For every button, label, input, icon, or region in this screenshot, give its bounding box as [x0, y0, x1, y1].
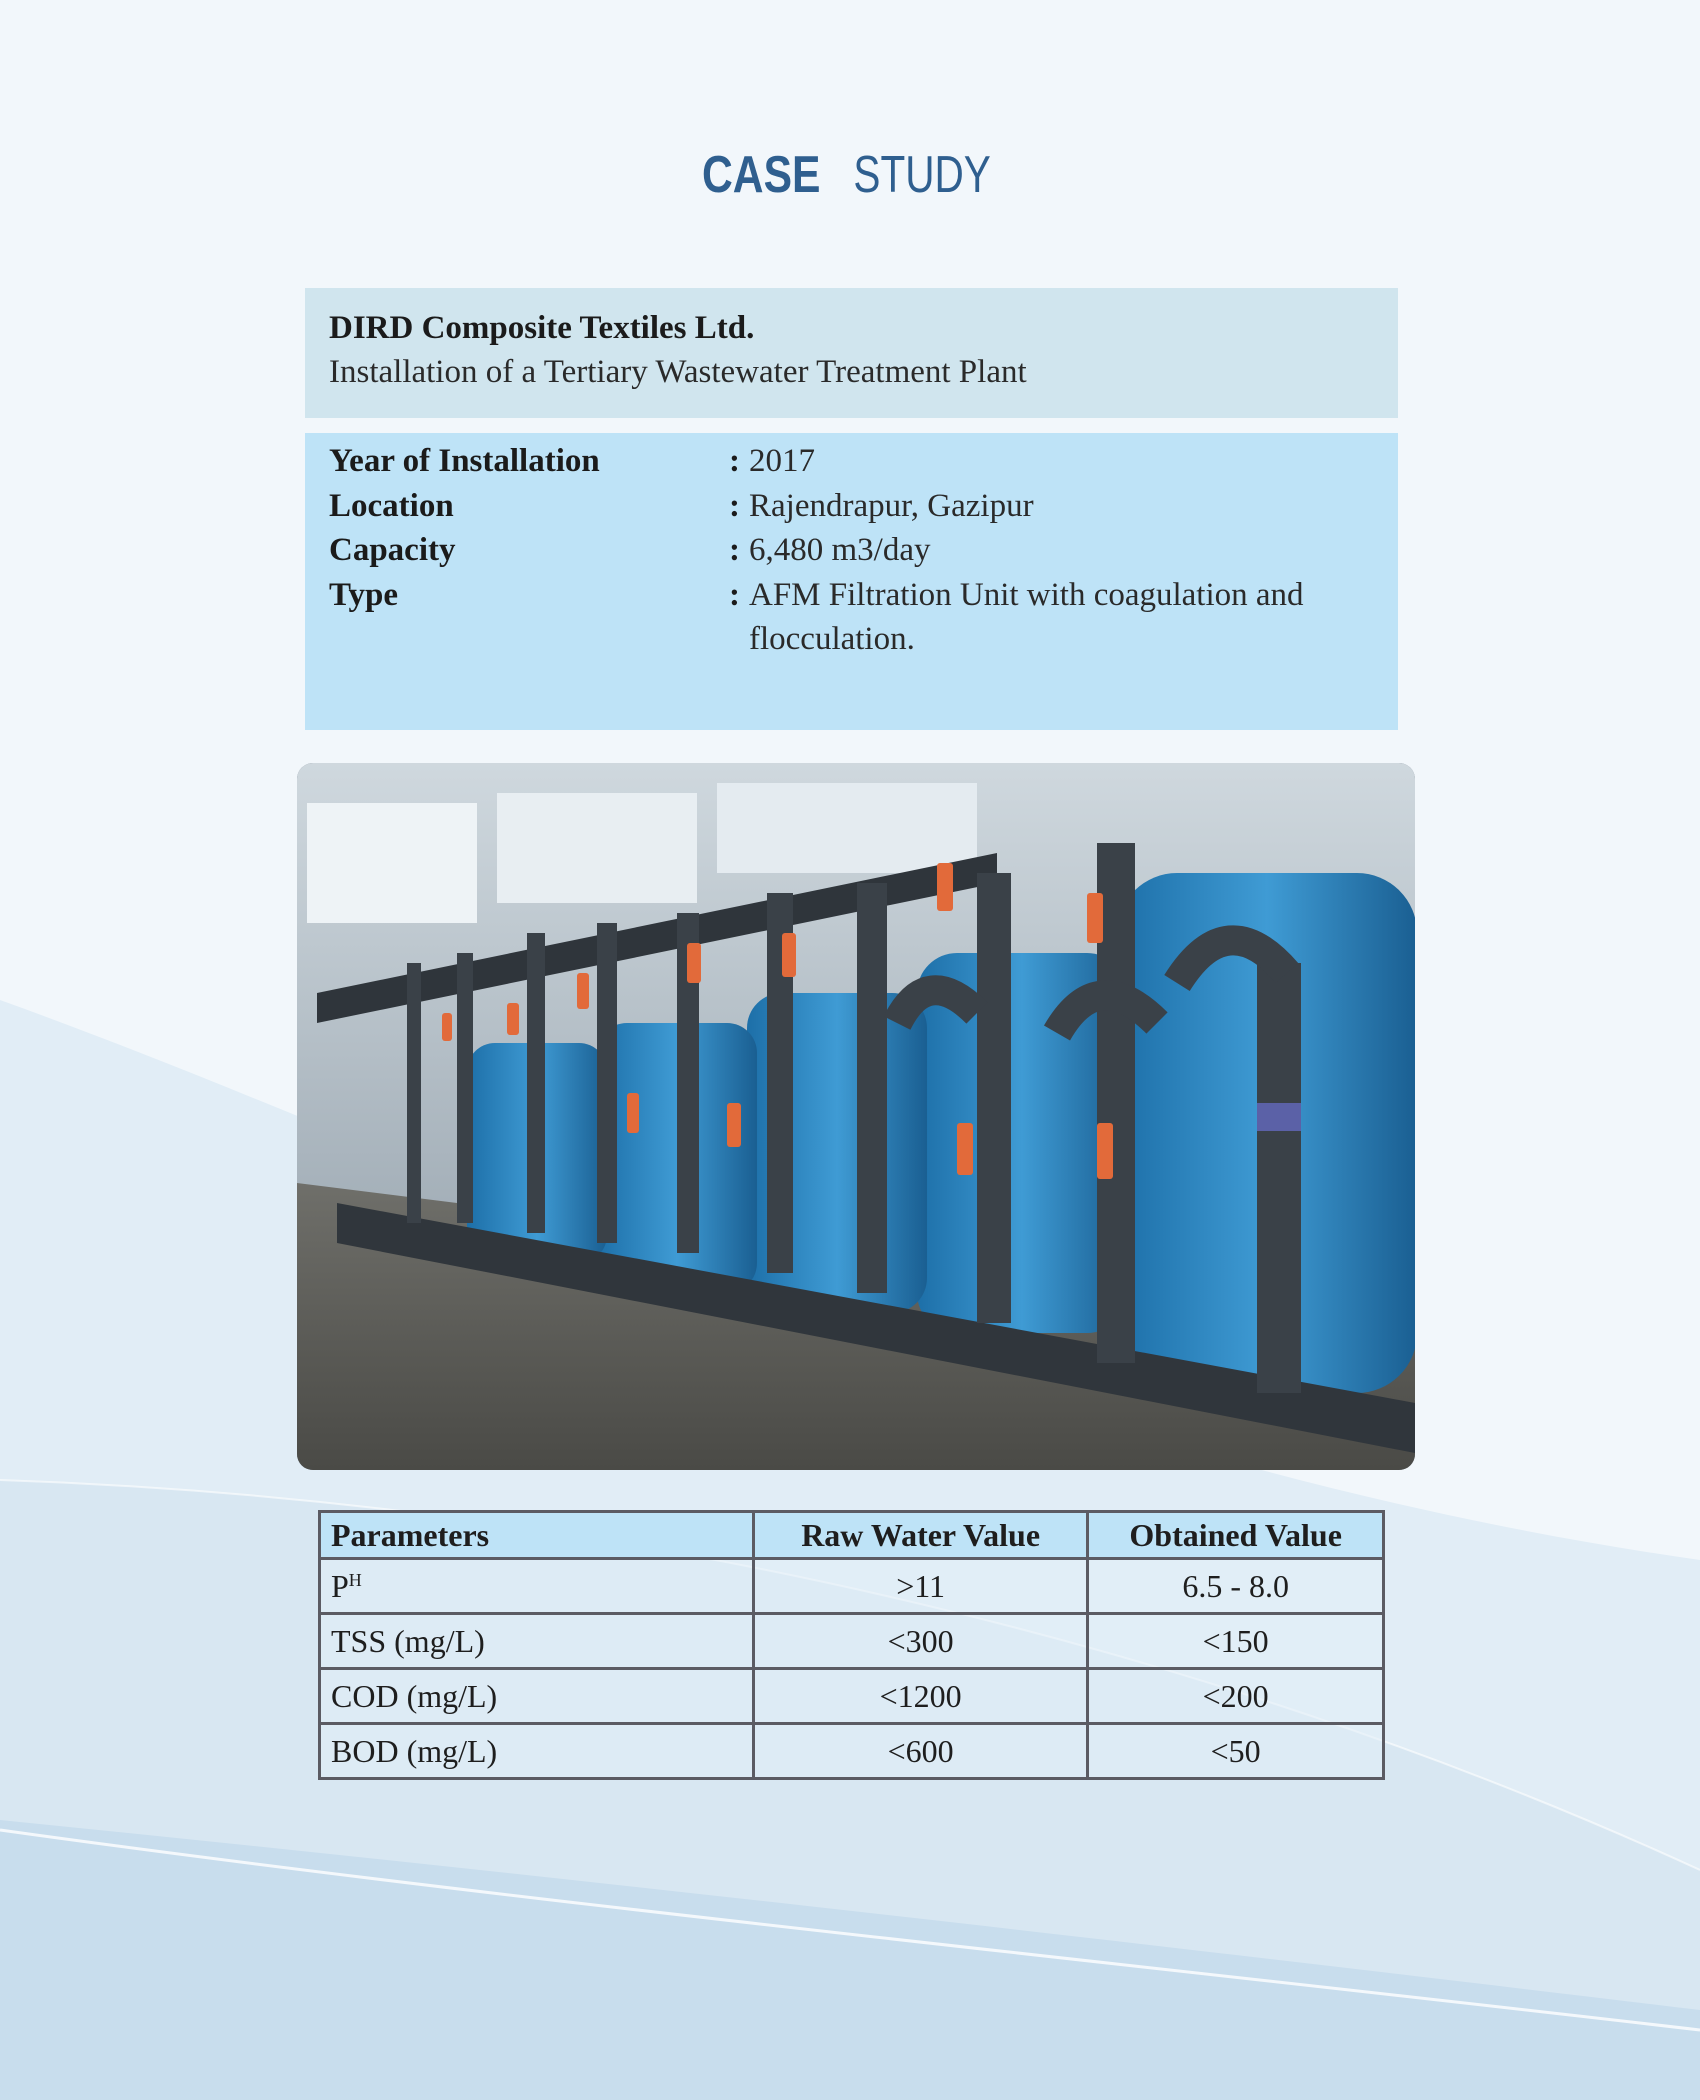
column-header: Obtained Value: [1088, 1512, 1384, 1559]
detail-label: Year of Installation: [329, 443, 600, 479]
detail-colon: :: [729, 487, 740, 524]
parameter-cell: [320, 1559, 754, 1614]
parameter-cell: BOD (mg/L): [320, 1724, 754, 1779]
detail-value: Rajendrapur, Gazipur: [749, 487, 1034, 524]
detail-colon: :: [729, 576, 740, 613]
column-header: Parameters: [320, 1512, 754, 1559]
table-row: [320, 1724, 1384, 1779]
project-details: [305, 433, 1398, 730]
obtained-value-cell: 6.5 - 8.0: [1088, 1559, 1384, 1614]
raw-value-cell: >11: [753, 1559, 1087, 1614]
table-row: [320, 1669, 1384, 1724]
obtained-value-cell: <50: [1088, 1724, 1384, 1779]
detail-value: 6,480 m3/day: [749, 532, 931, 568]
raw-value-cell: <300: [753, 1614, 1087, 1669]
detail-colon: :: [729, 443, 740, 479]
detail-row-location: [329, 484, 1374, 529]
detail-label: Type: [329, 576, 399, 613]
detail-label: Capacity: [329, 532, 456, 568]
parameters-table: [318, 1510, 1385, 1780]
raw-value-cell: <1200: [753, 1669, 1087, 1724]
parameter-cell: TSS (mg/L): [320, 1614, 754, 1669]
table-row: [320, 1559, 1384, 1614]
page-title-light: STUDY: [853, 146, 992, 204]
filtration-plant-photo: [297, 763, 1415, 1470]
detail-row-type: [329, 573, 1374, 662]
column-header: Raw Water Value: [753, 1512, 1087, 1559]
detail-value: AFM Filtration Unit with coagulation and flocculation.: [749, 576, 1304, 657]
obtained-value-cell: <150: [1088, 1614, 1384, 1669]
page-title-bold: CASE: [702, 146, 821, 204]
parameter-cell: COD (mg/L): [320, 1669, 754, 1724]
detail-value: 2017: [749, 443, 815, 479]
obtained-value-cell: <200: [1088, 1669, 1384, 1724]
detail-colon: :: [729, 532, 740, 568]
page-title: [0, 145, 1700, 205]
parameter-name: P: [331, 1567, 349, 1604]
detail-row-capacity: [329, 528, 1374, 573]
project-header: [305, 288, 1398, 418]
table-header-row: [320, 1512, 1384, 1559]
detail-label: Location: [329, 487, 454, 524]
raw-value-cell: <600: [753, 1724, 1087, 1779]
parameter-superscript: H: [348, 1569, 362, 1590]
project-subtitle: Installation of a Tertiary Wastewater Treatment Plant: [329, 354, 1027, 390]
company-name: DIRD Composite Textiles Ltd.: [329, 310, 755, 346]
detail-row-year: [329, 439, 1374, 484]
table-row: [320, 1614, 1384, 1669]
plant-illustration: [297, 763, 1415, 1470]
